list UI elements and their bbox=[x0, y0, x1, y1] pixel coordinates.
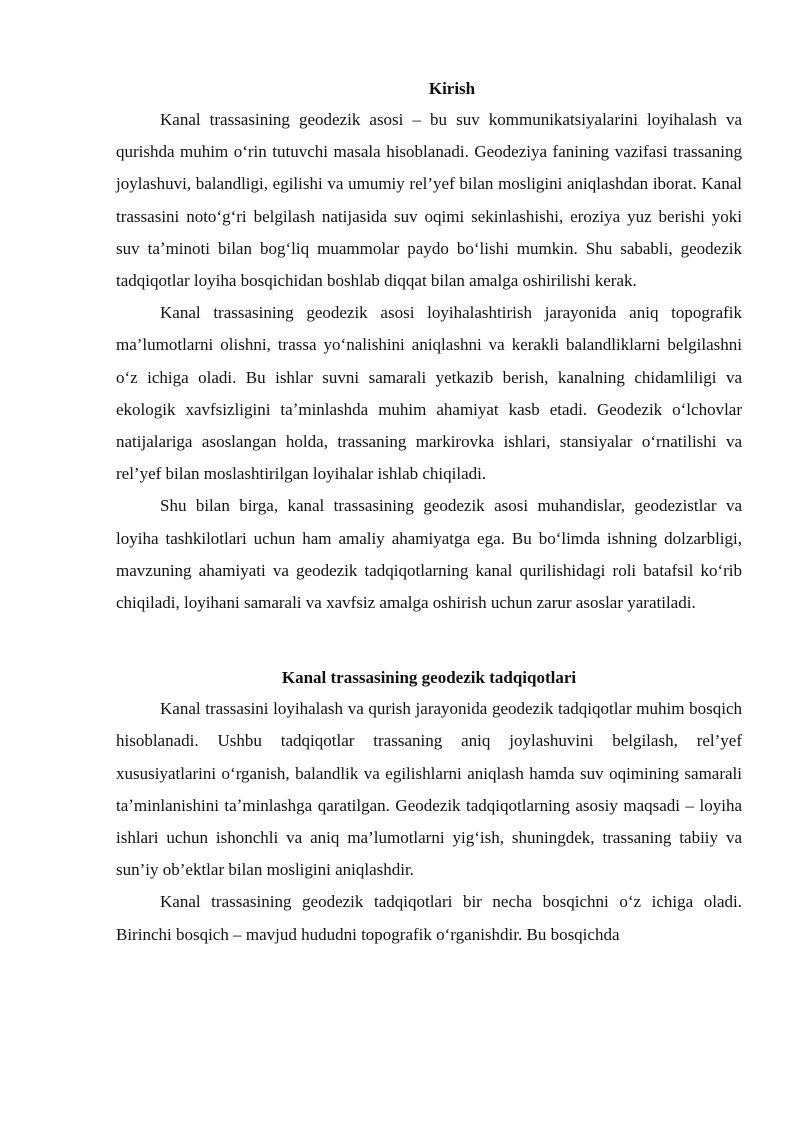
intro-paragraph-1: Kanal trassasining geodezik asosi – bu suv kommunikatsiyalarini loyihalash va qurishda muhim oʻrin tutuvchi masala hisoblanadi. Geodeziya fanining vazifasi trassaning joylashuvi, balandligi, egilishi va umumiy rel’yef bilan mosligini aniqlashdan iborat. Kanal trassasini notoʻgʻri belgilash natijasida suv oqimi sekinlashishi, eroziya yuz berishi yoki suv taʼminoti bilan bogʻliq muammolar paydo boʻlishi mumkin. Shu sababli, geodezik tadqiqotlar loyiha bosqichidan boshlab diqqat bilan amalga oshirilishi kerak. bbox=[116, 110, 742, 291]
section-heading: Kanal trassasining geodezik tadqiqotlari bbox=[281, 668, 577, 688]
intro-heading: Kirish bbox=[428, 79, 476, 98]
intro-paragraph-3: Shu bilan birga, kanal trassasining geodezik asosi muhandislar, geodezistlar va loyiha tashkilotlari uchun ham amaliy ahamiyatga ega. Bu boʻlimda ishning dolzarbligi, mavzuning ahamiyati va geodezik tadqiqotlarning kanal qurilishidagi roli batafsil koʻrib chiqiladi, loyihani samarali va xavfsiz amalga oshirish uchun zarur asoslar yaratiladi. bbox=[116, 496, 742, 613]
section-spacer bbox=[116, 619, 742, 663]
section-paragraph-1: Kanal trassasini loyihalash va qurish jarayonida geodezik tadqiqotlar muhim bosqich hisoblanadi. Ushbu tadqiqotlar trassaning aniq joylashuvini belgilash, rel’yef xususiyatlarini oʻrganish, balandlik va egilishlarni aniqlash hamda suv oqimining samarali taʼminlanishini taʼminlashga qaratilgan. Geodezik tadqiqotlarning asosiy maqsadi – loyiha ishlari uchun ishonchli va aniq ma’lumotlarni yigʻish, shuningdek, trassaning tabiiy va sun’iy ob’ektlar bilan mosligini aniqlashdir. bbox=[116, 699, 742, 880]
section-paragraph-2: Kanal trassasining geodezik tadqiqotlari bir necha bosqichni oʻz ichiga oladi. Birinchi bosqich – mavjud hududni topografik oʻrganishdir. Bu bosqichda bbox=[116, 892, 742, 944]
intro-paragraph-2: Kanal trassasining geodezik asosi loyihalashtirish jarayonida aniq topografik ma’lumotlarni olishni, trassa yoʻnalishini aniqlashni va kerakli balandliklarni belgilashni oʻz ichiga oladi. Bu ishlar suvni samarali yetkazib berish, kanalning chidamliligi va ekologik xavfsizligini taʼminlashda muhim ahamiyat kasb etadi. Geodezik oʻlchovlar natijalariga asoslangan holda, trassaning markirovka ishlari, stansiyalar oʻrnatilishi va rel’yef bilan moslashtirilgan loyihalar ishlab chiqiladi. bbox=[116, 303, 742, 484]
document-page bbox=[116, 74, 742, 951]
